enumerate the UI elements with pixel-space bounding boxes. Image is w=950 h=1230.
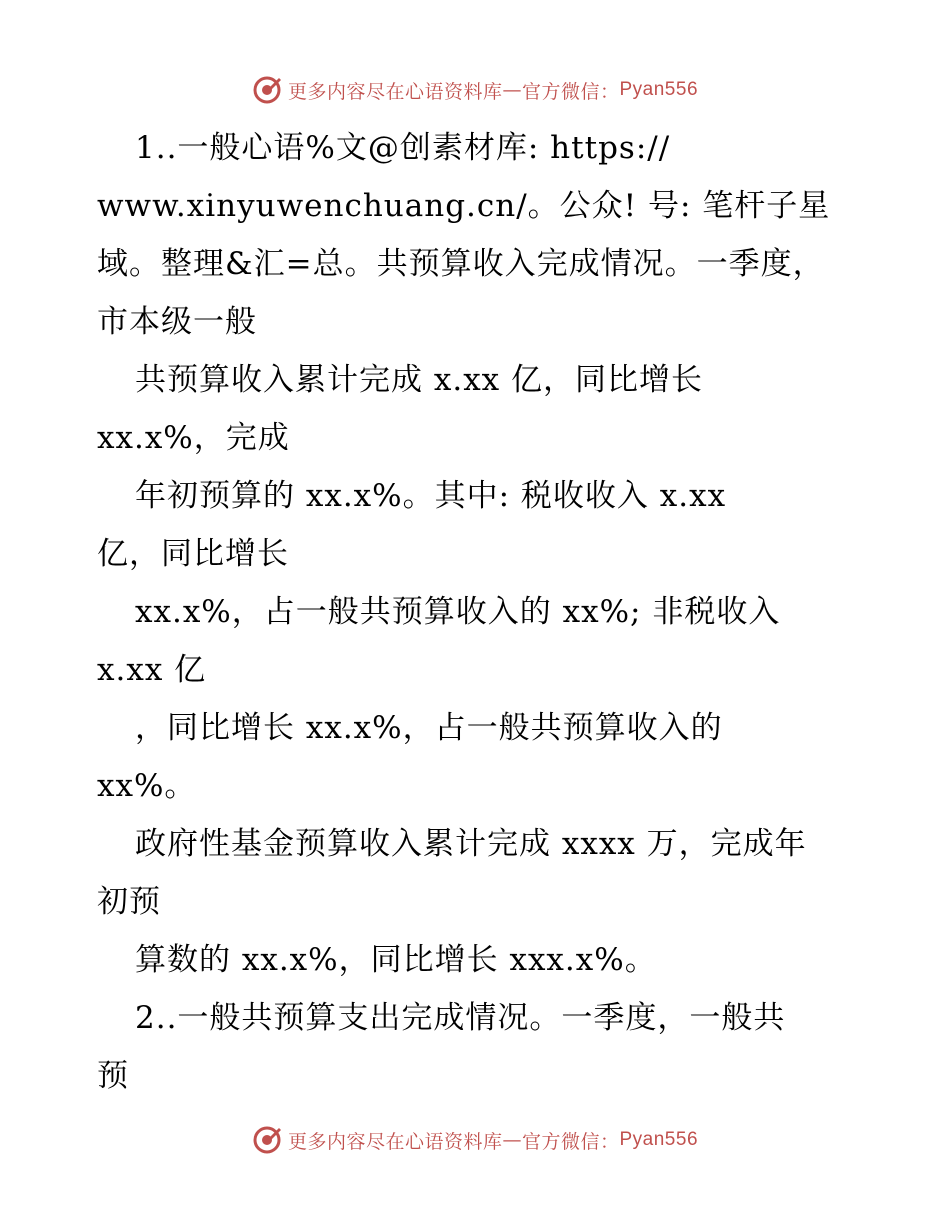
- text-line: ，同比增长 xx.x%，占一般共预算收入的: [135, 710, 723, 746]
- watermark-footer: [0, 1120, 950, 1160]
- watermark-separator: —: [502, 1129, 522, 1151]
- watermark-right-text: 官方微信：: [521, 1130, 620, 1153]
- text-line: 年初预算的 xx.x%。其中: 税收收入 x.xx: [135, 478, 727, 514]
- text-line: 算数的 xx.x%，同比增长 xxx.x%。: [135, 942, 657, 978]
- text-line: xx%。: [97, 768, 197, 804]
- text-line: 共预算收入累计完成 x.xx 亿，同比增长: [135, 362, 704, 398]
- watermark-left-text: 更多内容尽在心语资料库: [287, 80, 503, 103]
- text-line: 亿，同比增长: [97, 536, 289, 572]
- pen-logo-icon: [252, 1125, 282, 1155]
- text-line: x.xx 亿: [97, 652, 207, 688]
- text-line: 域。整理&汇=总。共预算收入完成情况。一季度，: [97, 246, 825, 282]
- text-line: 2..一般共预算支出完成情况。一季度，一般共: [135, 1000, 786, 1036]
- pen-logo-icon: [252, 75, 282, 105]
- text-line: 预: [97, 1058, 129, 1094]
- text-line: 1..一般心语%文@创素材库: https://: [135, 130, 671, 166]
- text-line: xx.x%，完成: [97, 420, 290, 456]
- text-line: 政府性基金预算收入累计完成 xxxx 万，完成年: [135, 826, 807, 862]
- watermark-handle: Pyan556: [619, 79, 699, 100]
- watermark-separator: —: [502, 79, 522, 101]
- watermark-right-text: 官方微信：: [521, 80, 620, 103]
- watermark-header: [0, 70, 950, 110]
- watermark-left-text: 更多内容尽在心语资料库: [287, 1130, 503, 1153]
- text-line: 市本级一般: [97, 304, 257, 340]
- watermark-handle: Pyan556: [619, 1129, 699, 1150]
- text-line: www.xinyuwenchuang.cn/。公众! 号: 笔杆子星: [97, 188, 831, 224]
- text-line: xx.x%，占一般共预算收入的 xx%; 非税收入: [135, 594, 781, 630]
- text-line: 初预: [97, 884, 161, 920]
